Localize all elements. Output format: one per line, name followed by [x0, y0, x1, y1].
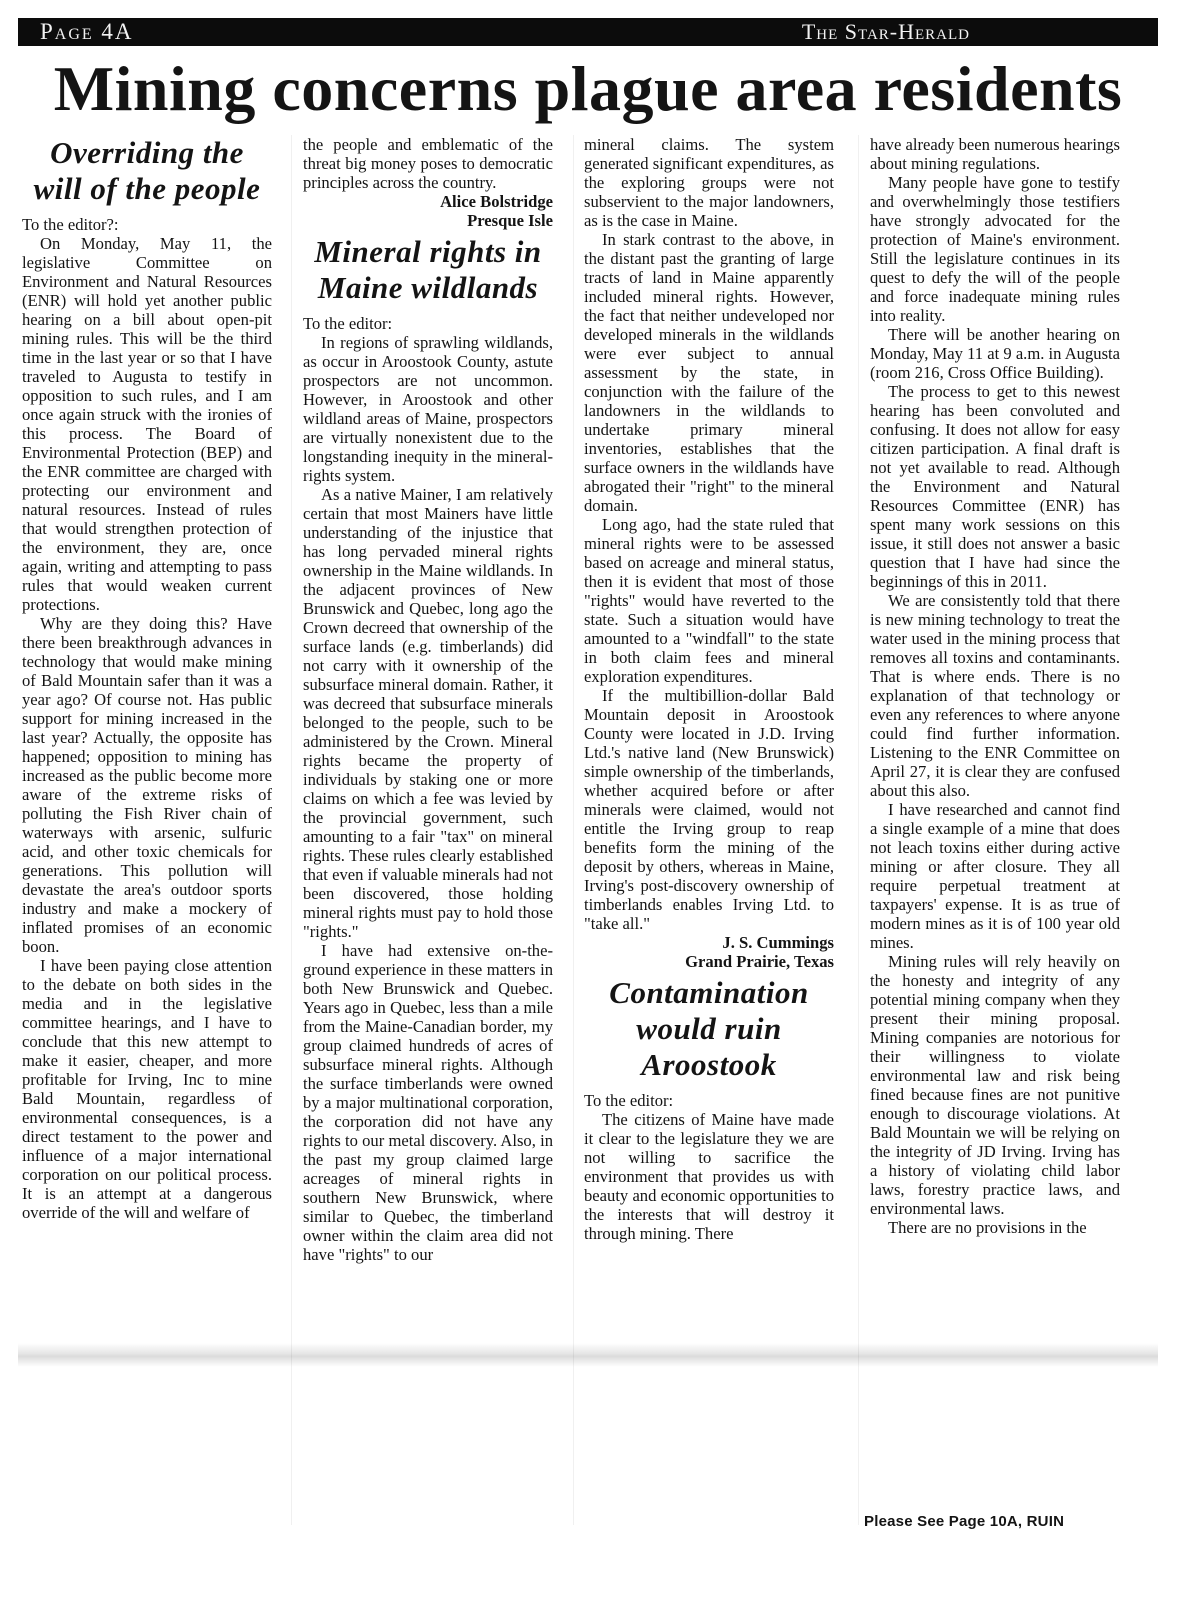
continuation-link[interactable]: Please See Page 10A, RUIN — [864, 1513, 1065, 1530]
column-4 — [870, 135, 1120, 1525]
paragraph: mineral claims. The system generated significant expenditures, as the exploring groups were not subservient to the major landowners, as is the case in Maine. — [584, 135, 834, 230]
paragraph: the people and emblematic of the threat big money poses to democratic principles across the country. — [303, 135, 553, 192]
letter-2-body-part2 — [584, 135, 834, 933]
paragraph: I have researched and cannot find a single example of a mine that does not leach toxins either during active mining or after closure. They all require perpetual treatment at taxpayers' expense. It is as true of modern mines as it is of 100 year old mines. — [870, 800, 1120, 952]
paragraph: As a native Mainer, I am relatively certain that most Mainers have little understanding of the injustice that has long pervaded mineral rights ownership in the Maine wildlands. In the adjacent provinces of New Brunswick and Quebec, long ago the Crown decreed that ownership of the surface lands (e.g. timberlands) did not carry with it ownership of the subsurface mineral domain. Rather, it was decreed that subsurface minerals belonged to the people, such to be administered by the Crown. Mineral rights became the property of individuals by staking one or more claims on which a fee was levied by the provincial government, such amounting to a fair "tax" on mineral rights. These rules clearly established that even if valuable minerals had not been discovered, those holding mineral rights must pay to hold those "rights." — [303, 485, 553, 941]
paragraph: Long ago, had the state ruled that mineral rights were to be assessed based on acreage and mineral status, then it is evident that most of those "rights" would have reverted to the state. Such a situation would have amounted to a "windfall" to the state in both claim fees and mineral exploration expenditures. — [584, 515, 834, 686]
letter-2-title: Mineral rights in Maine wildlands — [314, 234, 542, 305]
paragraph: The citizens of Maine have made it clear to the legislature they we are not willing to sacrifice the environment that provides us with beauty and economic opportunities to the interests that will destroy it through mining. There — [584, 1110, 834, 1243]
letter-3-title: Contamination would ruin Aroostook — [609, 975, 809, 1082]
paragraph: Many people have gone to testify and overwhelmingly those testifiers have strongly advocated for the protection of Maine's environment. Still the legislature continues in its quest to defy the will of the people and force inadequate mining rules into reality. — [870, 173, 1120, 325]
letter-2-greeting: To the editor: — [303, 314, 393, 333]
letter-1-author: Alice Bolstridge — [440, 192, 553, 211]
column-2 — [303, 135, 553, 1525]
paragraph: Mining rules will rely heavily on the honesty and integrity of any potential mining company when they present their mining proposal. Mining companies are notorious for their willingness to violate environmental law and risk being fined because fines are not punitive enough to discourage violations. At Bald Mountain we will be relying on the integrity of JD Irving. Irving has a history of violating child labor laws, forestry practice laws, and environmental laws. — [870, 952, 1120, 1218]
paragraph: There are no provisions in the — [888, 1218, 1087, 1237]
letter-2-body-part1 — [303, 333, 553, 1264]
paragraph: I have been paying close attention to the debate on both sides in the media and in the legislative committee hearings, and I have to conclude that this new attempt to make it easier, cheaper, and more profitable for Irving, Inc to mine Bald Mountain, regardless of environmental consequences, is a direct testament to the power and influence of a major international corporation on our political process. It is an attempt at a dangerous override of the will and welfare of — [22, 956, 272, 1222]
letter-1-title: Overriding the will of the people — [33, 135, 261, 206]
paragraph: We are consistently told that there is new mining technology to treat the water used in the mining process that removes all toxins and contaminants. That is where ends. There is no explanation of that technology or even any references to where anyone could find further information. Listening to the ENR Committee on April 27, it is clear they are confused about this also. — [870, 591, 1120, 800]
letter-2-author: J. S. Cummings — [722, 933, 834, 952]
paragraph: If the multibillion-dollar Bald Mountain deposit in Aroostook County were located in J.D. Irving Ltd.'s native land (New Brunswick) simple ownership of the timberlands, whether acquired before or after minerals were claimed, would not entitle the Irving group to reap benefits form the mining of the deposit by others, whereas in Maine, Irving's post-discovery ownership of timberlands enables Irving Ltd. to "take all." — [584, 686, 834, 933]
letter-1-body-part2 — [303, 135, 553, 192]
page-banner — [18, 18, 1158, 46]
column-3 — [584, 135, 834, 1525]
paragraph: I have had extensive on-the-ground experience in these matters in both New Brunswick and Quebec. Years ago in Quebec, less than a mile from the Maine-Canadian border, my group claimed hundreds of acres of subsurface mineral rights. Although the surface timberlands were owned by a major multinational corporation, the corporation did not have any rights to our metal discovery. Also, in the past my group claimed large acreages of mineral rights in southern New Brunswick, where similar to Quebec, the timberland owner within the claim area did not have "rights" to our — [303, 941, 553, 1264]
paragraph: In regions of sprawling wildlands, as occur in Aroostook County, astute prospectors are not uncommon. However, in Aroostook and other wildland areas of Maine, prospectors are virtually nonexistent due to the longstanding inequity in the mineral-rights system. — [303, 333, 553, 485]
paragraph: Why are they doing this? Have there been breakthrough advances in technology that would make mining of Bald Mountain safer than it was a year ago? Of course not. Has public support for mining increased in the last year? Actually, the opposite has happened; opposition to mining has increased as the public become more aware of the extreme risks of polluting the Fish River chain of waterways with arsenic, sulfuric acid, and other toxic chemicals for generations. This pollution will devastate the area's outdoor sports industry and make a mockery of inflated promises of an economic boon. — [22, 614, 272, 956]
letter-2-location: Grand Prairie, Texas — [685, 952, 834, 971]
paragraph: In stark contrast to the above, in the distant past the granting of large tracts of land in Maine apparently included mineral rights. However, the fact that neither undeveloped nor developed minerals in the wildlands were ever subject to annual assessment by the state, in conjunction with the failure of the landowners in the wildlands to undertake primary mineral inventories, establishes that the surface owners in the wildlands have abrogated their "right" to the mineral domain. — [584, 230, 834, 515]
page-number: Page 4A — [40, 19, 134, 44]
letter-1-body-part1 — [22, 234, 272, 1222]
letter-3-body-part2 — [870, 135, 1120, 1237]
page-headline: Mining concerns plague area residents — [53, 53, 1123, 124]
paragraph: There will be another hearing on Monday, May 11 at 9 a.m. in Augusta (room 216, Cross Office Building). — [870, 325, 1120, 382]
paragraph: On Monday, May 11, the legislative Committee on Environment and Natural Resources (ENR) will hold yet another public hearing on a bill about open-pit mining rules. This will be the third time in the last year or so that I have traveled to Augusta to testify in opposition to such rules, and I am once again struck with the ironies of this process. The Board of Environmental Protection (BEP) and the ENR committee are charged with protecting our environment and natural resources. Instead of rules that would strengthen protection of the environment, they are, once again, writing and attempting to pass rules that would weaken current protections. — [22, 234, 272, 614]
column-1 — [22, 135, 272, 1525]
letter-1-greeting: To the editor?: — [22, 215, 119, 234]
paragraph: The process to get to this newest hearing has been convoluted and confusing. It does not allow for easy citizen participation. A final draft is not yet available to read. Although the Environment and Natural Resources Committee (ENR) has spent many work sessions on this issue, it still does not answer a basic question that I have had since the beginnings of this in 2011. — [870, 382, 1120, 591]
letter-3-body-part1 — [584, 1110, 834, 1243]
letter-3-greeting: To the editor: — [584, 1091, 674, 1110]
newspaper-name: The Star-Herald — [801, 19, 970, 44]
letter-1-location: Presque Isle — [467, 211, 553, 230]
paragraph: have already been numerous hearings about mining regulations. — [870, 135, 1120, 173]
